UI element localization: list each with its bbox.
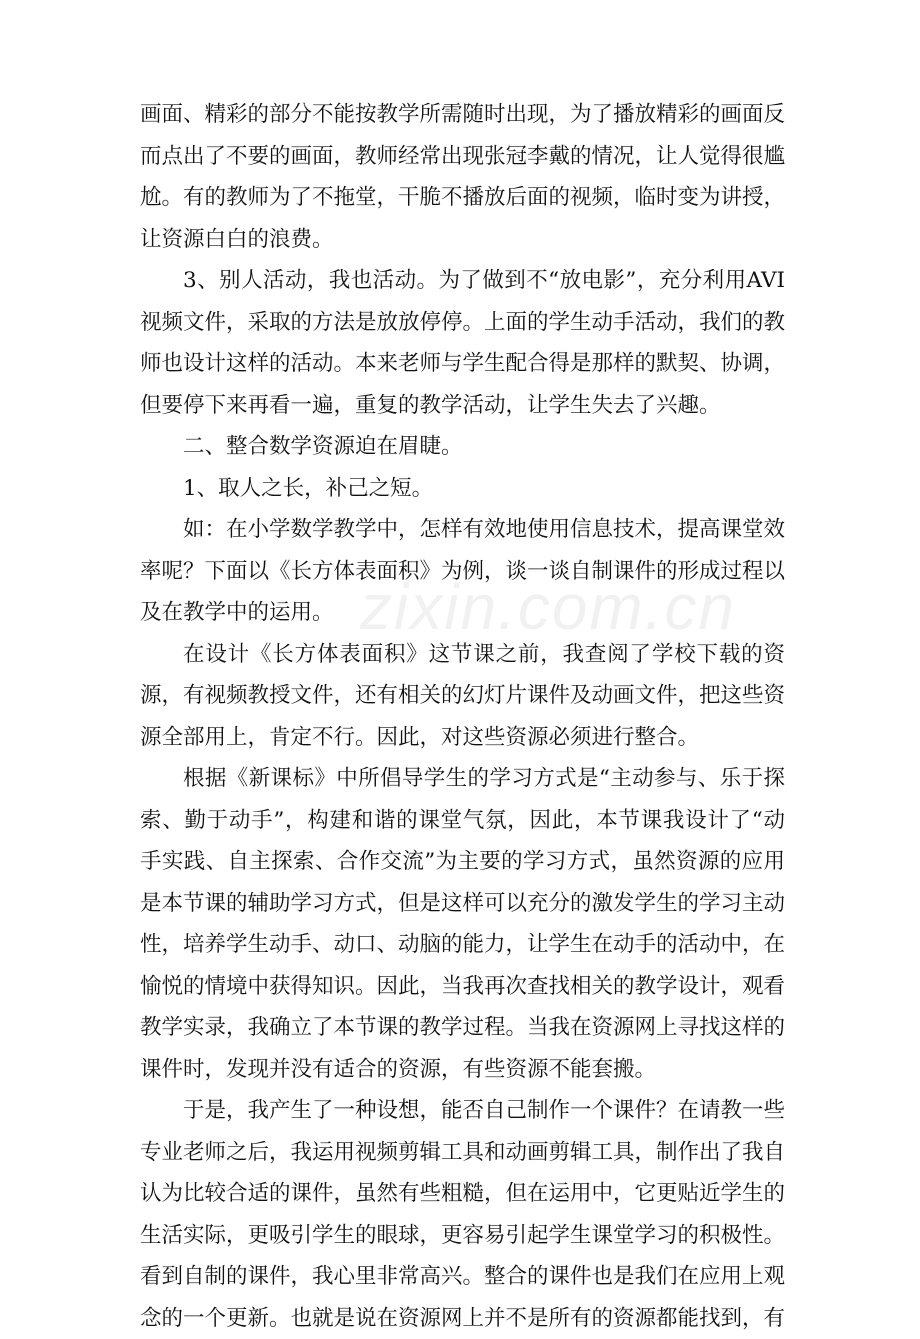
paragraph-5: 如：在小学数学教学中，怎样有效地使用信息技术，提高课堂效率呢？下面以《长方体表面积》为例，谈一谈自制课件的形成过程以及在教学中的运用。 [140, 517, 786, 625]
watermark: zixin.com.cn [360, 571, 737, 643]
paragraph-7: 根据《新课标》中所倡导学生的学习方式是“主动参与、乐于探索、勤于动手”，构建和谐的课堂气氛，因此，本节课我设计了“动手实践、自主探索、合作交流”为主要的学习方式，虽然资源的应用是本节课的辅助学习方式，但是这样可以充分的激发学生的学习主动性，培养学生动手、动口、动脑的能力，让学生在动手的活动中，在愉悦的情境中获得知识。因此，当我再次查找相关的教学设计，观看教学实录，我确立了本节课的教学过程。当我在资源网上寻找这样的课件时，发现并没有适合的资源，有些资源不能套搬。 [140, 766, 786, 1082]
paragraph-2: 3、别人活动，我也活动。为了做到不“放电影”，充分利用AVI视频文件，采取的方法是放放停停。上面的学生动手活动，我们的教师也设计这样的活动。本来老师与学生配合得是那样的默契、协调，但要停下来再看一遍，重复的教学活动，让学生失去了兴趣。 [140, 268, 786, 418]
paragraph-3-heading: 二、整合数学资源迫在眉睫。 [183, 434, 463, 459]
document-body [140, 94, 785, 1339]
paragraph-4-subheading: 1、取人之长，补己之短。 [183, 475, 434, 501]
paragraph-8: 于是，我产生了一种设想，能否自己制作一个课件？在请教一些专业老师之后，我运用视频剪辑工具和动画剪辑工具，制作出了我自认为比较合适的课件，虽然有些粗糙，但在运用中，它更贴近学生的生活实际，更吸引学生的眼球，更容易引起学生课堂学习的积极性。看到自制的课件，我心里非常高兴。整合的课件也是我们在应用上观念的一个更新。也就是说在资源网上并不是所有的资源都能找到，有 [140, 1098, 786, 1331]
paragraph-1: 画面、精彩的部分不能按教学所需随时出现，为了播放精彩的画面反而点出了不要的画面，教师经常出现张冠李戴的情况，让人觉得很尴尬。有的教师为了不拖堂，干脆不播放后面的视频，临时变为讲授，让资源白白的浪费。 [140, 102, 786, 252]
paragraph-6: 在设计《长方体表面积》这节课之前，我查阅了学校下载的资源，有视频教授文件，还有相关的幻灯片课件及动画文件，把这些资源全部用上，肯定不行。因此，对这些资源必须进行整合。 [140, 641, 786, 750]
